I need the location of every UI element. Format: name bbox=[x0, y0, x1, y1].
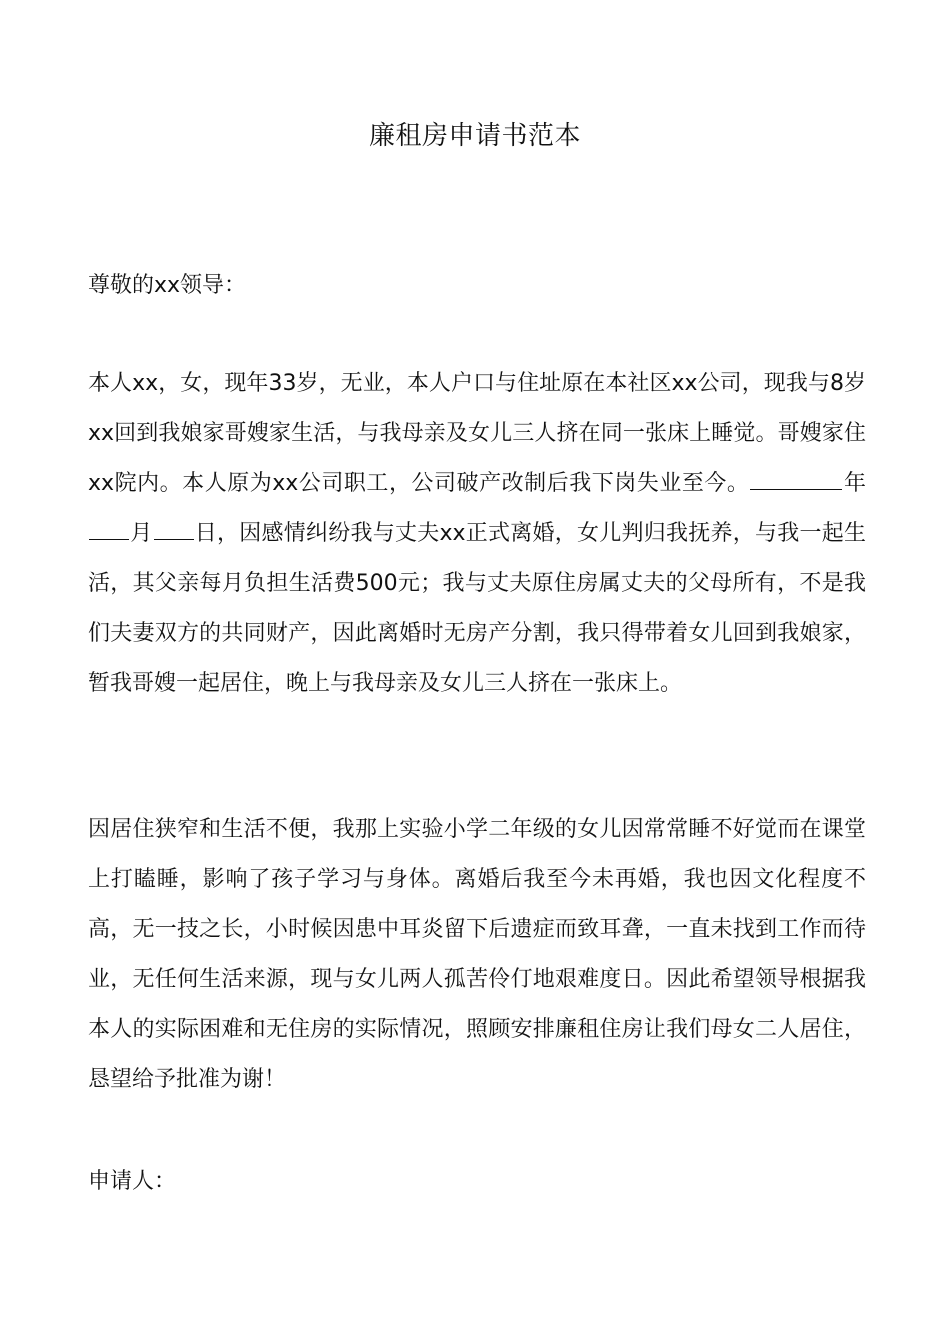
salutation: 尊敬的xx领导： bbox=[88, 273, 247, 298]
year-blank bbox=[750, 471, 842, 490]
paragraph-1-text-a: 本人xx，女，现年33岁，无业，本人户口与住址原在本社区xx公司，现我与8岁xx回到我娘家哥嫂家生活，与我母亲及女儿三人挤在同一张床上睡觉。哥嫂家住xx院内。本人原为xx公司职工，公司破产改制后我下岗失业至今。 bbox=[88, 371, 866, 496]
paragraph-2: 因居住狭窄和生活不便，我那上实验小学二年级的女儿因常常睡不好觉而在课堂上打瞌睡，影响了孩子学习与身体。离婚后我至今未再婚，我也因文化程度不高，无一技之长，小时候因患中耳炎留下后遗症而致耳聋，一直未找到工作而待业，无任何生活来源，现与女儿两人孤苦伶仃地艰难度日。因此希望领导根据我本人的实际困难和无住房的实际情况，照顾安排廉租住房让我们母女二人居住，恳望给予批准为谢！ bbox=[88, 817, 866, 1092]
year-label: 年 bbox=[843, 471, 866, 496]
signature-label: 申请人： bbox=[88, 1169, 177, 1194]
paragraph-1 bbox=[88, 359, 866, 709]
paragraph-1-text-b: 日，因感情纠纷我与丈夫xx正式离婚，女儿判归我抚养，与我一起生活，其父亲每月负担生活费500元；我与丈夫原住房属丈夫的父母所有，不是我们夫妻双方的共同财产，因此离婚时无房产分割，我只得带着女儿回到我娘家，暂我哥嫂一起居住，晚上与我母亲及女儿三人挤在一张床上。 bbox=[88, 521, 866, 696]
day-blank bbox=[154, 521, 194, 540]
month-label: 月 bbox=[130, 521, 153, 546]
document-title: 廉租房申请书范本 bbox=[368, 121, 581, 151]
month-blank bbox=[89, 521, 129, 540]
